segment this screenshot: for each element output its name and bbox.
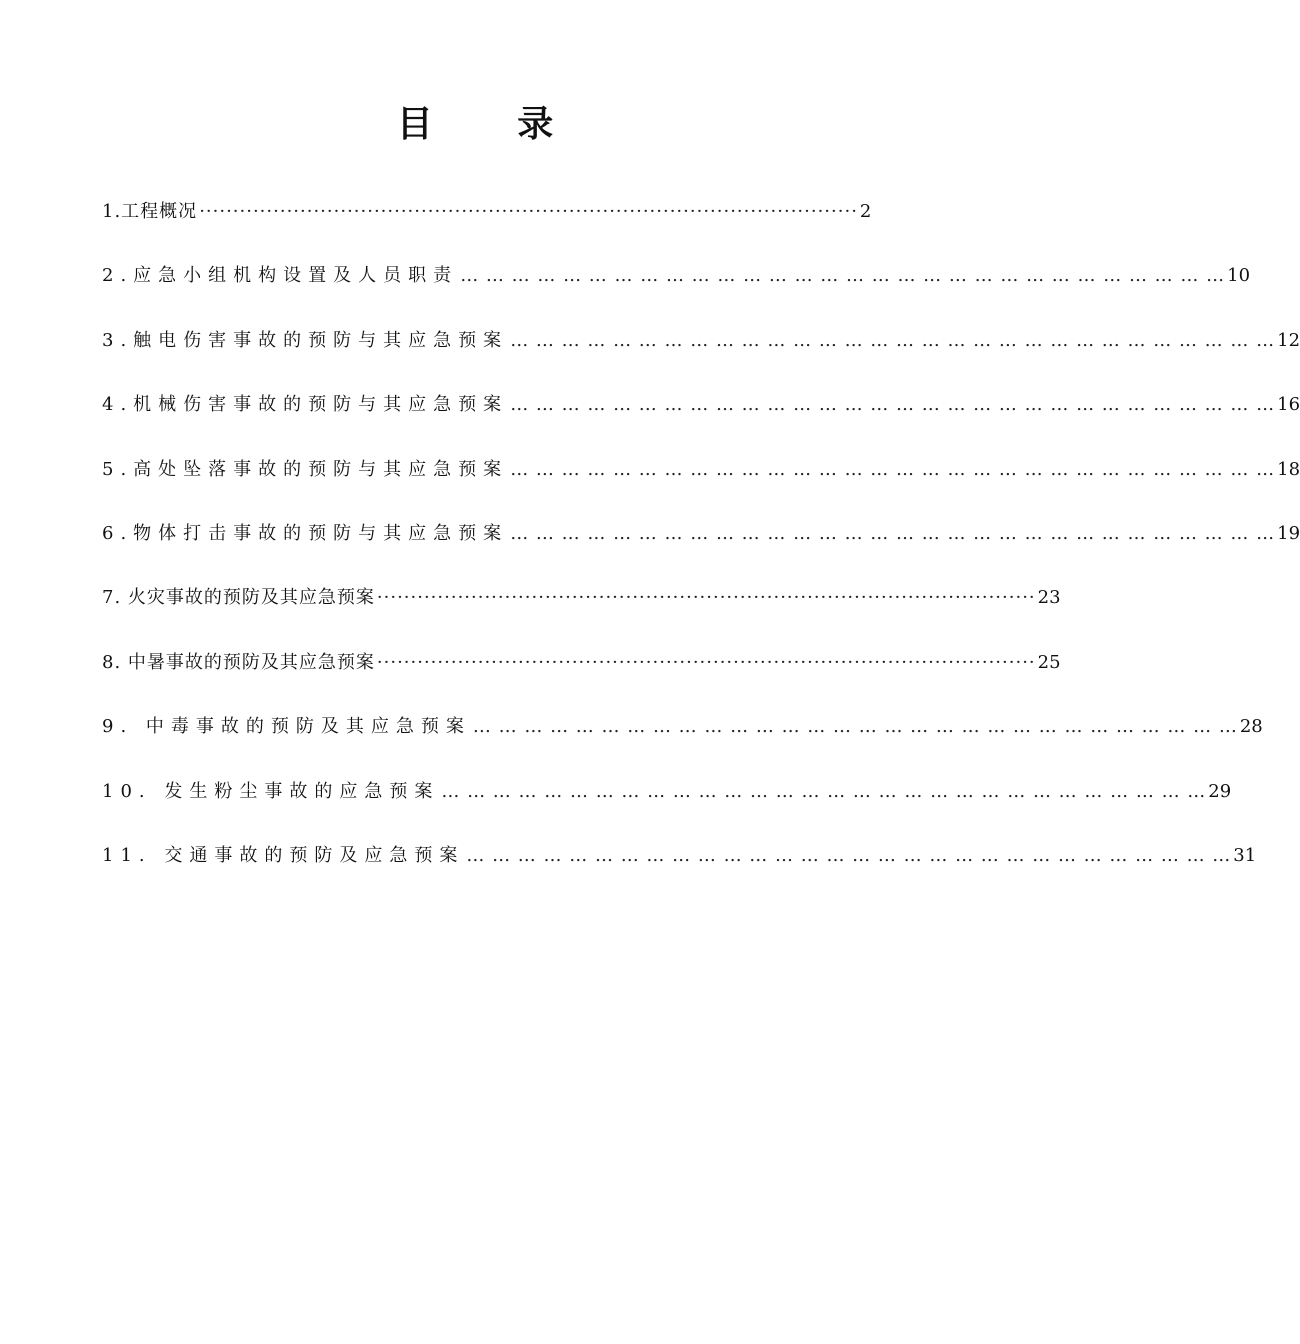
toc-leader-dots: ·································································································· xyxy=(376,587,1036,609)
toc-entry[interactable] xyxy=(102,582,1061,646)
toc-entry[interactable] xyxy=(102,711,1263,775)
toc-entry-page: 29 xyxy=(1208,780,1232,802)
toc-entry-page: 10 xyxy=(1227,265,1251,287)
toc-entry-page: 2 xyxy=(859,201,872,222)
toc-leader-dots: … … … … … … … … … … … … … … … … … … … … … … … … … … … … … … xyxy=(510,394,1276,416)
toc-leader-dots: ·································································································· xyxy=(376,651,1036,673)
toc-entry-label: 11. 交通事故的预防及应急预案 xyxy=(102,844,465,866)
toc-entry-label: 9. 中毒事故的预防及其应急预案 xyxy=(102,716,471,738)
table-of-contents xyxy=(102,196,1300,904)
toc-leader-dots: … … … … … … … … … … … … … … … … … … … … … … … … … … … … … … xyxy=(441,780,1207,802)
toc-entry[interactable] xyxy=(102,518,1300,582)
toc-entry-label: 7. 火灾事故的预防及其应急预案 xyxy=(102,587,375,609)
toc-entry[interactable] xyxy=(102,454,1300,518)
toc-entry[interactable] xyxy=(102,389,1300,453)
toc-entry-label: 3.触电伤害事故的预防与其应急预案 xyxy=(102,329,509,351)
toc-entry-label: 4.机械伤害事故的预防与其应急预案 xyxy=(102,394,509,416)
toc-entry-page: 12 xyxy=(1277,329,1300,351)
toc-entry-label: 1.工程概况 xyxy=(102,201,198,222)
toc-entry-page: 16 xyxy=(1277,394,1300,416)
toc-entry[interactable] xyxy=(102,840,1257,904)
toc-entry-label: 5.高处坠落事故的预防与其应急预案 xyxy=(102,458,509,480)
toc-entry-label: 2.应急小组机构设置及人员职责 xyxy=(102,265,459,287)
toc-entry[interactable] xyxy=(102,260,1251,324)
toc-entry-label: 10. 发生粉尘事故的应急预案 xyxy=(102,780,440,802)
toc-leader-dots: … … … … … … … … … … … … … … … … … … … … … … … … … … … … … … xyxy=(472,716,1238,738)
toc-leader-dots: … … … … … … … … … … … … … … … … … … … … … … … … … … … … … … xyxy=(466,844,1232,866)
toc-entry[interactable] xyxy=(102,776,1232,840)
toc-entry-page: 28 xyxy=(1239,716,1263,738)
toc-leader-dots: … … … … … … … … … … … … … … … … … … … … … … … … … … … … … … xyxy=(510,522,1276,544)
toc-leader-dots: ·································································································· xyxy=(199,201,858,222)
toc-leader-dots: … … … … … … … … … … … … … … … … … … … … … … … … … … … … … … xyxy=(510,329,1276,351)
toc-entry[interactable] xyxy=(102,325,1300,389)
toc-title: 目 录 xyxy=(396,104,590,145)
toc-entry-page: 31 xyxy=(1233,844,1257,866)
toc-entry-page: 18 xyxy=(1277,458,1300,480)
toc-leader-dots: … … … … … … … … … … … … … … … … … … … … … … … … … … … … … … xyxy=(510,458,1276,480)
toc-leader-dots: … … … … … … … … … … … … … … … … … … … … … … … … … … … … … … xyxy=(460,265,1226,287)
toc-entry[interactable] xyxy=(102,647,1061,711)
toc-entry-page: 25 xyxy=(1037,651,1061,673)
toc-entry-page: 23 xyxy=(1037,587,1061,609)
toc-entry-page: 19 xyxy=(1277,522,1300,544)
toc-entry-label: 6.物体打击事故的预防与其应急预案 xyxy=(102,522,509,544)
toc-entry-label: 8. 中暑事故的预防及其应急预案 xyxy=(102,651,375,673)
toc-entry[interactable] xyxy=(102,196,872,260)
